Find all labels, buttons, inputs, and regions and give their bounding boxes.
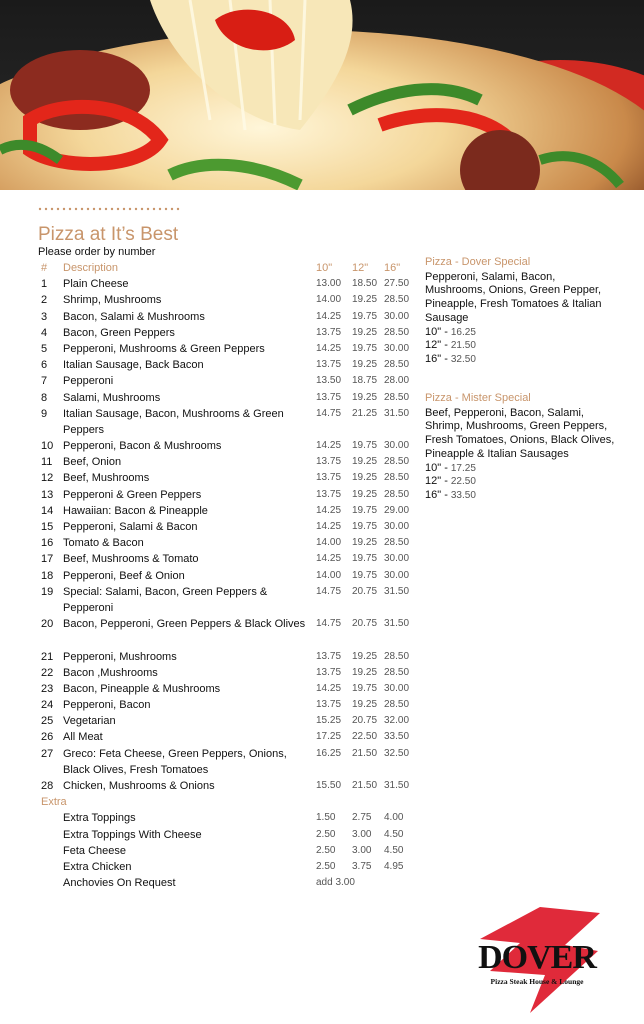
price-10: 14.75	[316, 407, 342, 419]
item-number: 7	[41, 375, 48, 388]
price-16: 32.00	[384, 715, 410, 727]
price-16: 28.50	[384, 472, 410, 484]
item-number: 2	[41, 294, 48, 307]
price-16: 4.00	[384, 812, 404, 824]
price-12: 19.25	[352, 666, 378, 678]
price-10: 14.75	[316, 618, 342, 630]
price-16: 33.50	[384, 731, 410, 743]
price-16: 29.00	[384, 504, 410, 516]
extra-item-row	[38, 810, 418, 826]
item-number: 18	[41, 569, 54, 582]
menu-item-row	[38, 276, 418, 292]
menu-item-row	[38, 729, 418, 745]
item-number: 21	[41, 650, 54, 663]
item-description: Greco: Feta Cheese, Green Peppers, Onions, Black Olives, Fresh Tomatoes	[63, 747, 287, 776]
price-12: 20.75	[352, 715, 378, 727]
price-12: 21.50	[352, 780, 378, 792]
price-16: 30.00	[384, 310, 410, 322]
price-16: 4.50	[384, 828, 404, 840]
menu-item-row	[38, 373, 418, 389]
header-description: Description	[63, 262, 119, 274]
price-16: 28.50	[384, 699, 410, 711]
price-12: 18.75	[352, 375, 378, 387]
price-16: 28.50	[384, 488, 410, 500]
pizza-rows	[38, 276, 418, 794]
price-12: 3.00	[352, 828, 372, 840]
menu-item-row	[38, 649, 418, 665]
item-number: 10	[41, 440, 54, 453]
size-price: 33.50	[450, 489, 476, 501]
price-16: 30.00	[384, 682, 410, 694]
item-description: Beef, Mushrooms & Tomato	[63, 553, 199, 566]
price-12: 20.75	[352, 618, 378, 630]
menu-item-row	[38, 665, 418, 681]
menu-item-row	[38, 325, 418, 341]
price-10: 15.25	[316, 715, 342, 727]
price-16: 28.50	[384, 650, 410, 662]
item-description: Italian Sausage, Back Bacon	[63, 359, 204, 372]
price-16: 31.50	[384, 407, 410, 419]
menu-item-row	[38, 535, 418, 551]
price-16: 30.00	[384, 440, 410, 452]
item-description: Pepperoni, Bacon & Mushrooms	[63, 440, 222, 453]
special-description: Pepperoni, Salami, Bacon, Mushrooms, Onions, Green Pepper, Pineapple, Fresh Tomatoes & Italian Sausage	[425, 270, 602, 324]
extra-item-row	[38, 843, 418, 859]
price-16: 28.50	[384, 359, 410, 371]
price-16: 32.50	[384, 747, 410, 759]
size-price: 21.50	[450, 340, 476, 352]
item-number: 28	[41, 780, 54, 793]
size-label: 12" -	[425, 475, 448, 488]
price-12: 19.75	[352, 310, 378, 322]
price-12: 19.25	[352, 699, 378, 711]
special-description: Beef, Pepperoni, Bacon, Salami, Shrimp, Mushrooms, Green Peppers, Fresh Tomatoes, Onions, Black Olives, Pineapple & Italian Sausages	[425, 406, 615, 460]
item-description: Pepperoni	[63, 375, 114, 388]
size-label: 16" -	[425, 488, 448, 501]
item-number: 14	[41, 504, 54, 517]
price-10: 14.25	[316, 682, 342, 694]
menu-item-row	[38, 697, 418, 713]
price-12: 18.50	[352, 278, 378, 290]
menu-item-row	[38, 746, 418, 778]
item-number: 5	[41, 342, 48, 355]
price-12: 2.75	[352, 812, 372, 824]
item-description: Bacon, Pineapple & Mushrooms	[63, 682, 221, 695]
price-12: 19.25	[352, 650, 378, 662]
price-12: 20.75	[352, 585, 378, 597]
price-12: 19.75	[352, 553, 378, 565]
item-description: Hawaiian: Bacon & Pineapple	[63, 504, 208, 517]
item-description: Italian Sausage, Bacon, Mushrooms & Green Peppers	[63, 407, 284, 436]
item-number: 26	[41, 731, 54, 744]
menu-item-row	[38, 519, 418, 535]
price-10: 14.75	[316, 585, 342, 597]
price-10: 13.00	[316, 278, 342, 290]
extra-description: Extra Chicken	[63, 861, 132, 873]
price-10: 13.75	[316, 456, 342, 468]
menu-item-row	[38, 616, 418, 648]
price-10: 2.50	[316, 861, 336, 872]
item-number: 20	[41, 618, 54, 631]
price-16: 30.00	[384, 569, 410, 581]
price-16: 31.50	[384, 618, 410, 630]
item-description: Shrimp, Mushrooms	[63, 294, 162, 307]
price-16: 31.50	[384, 585, 410, 597]
price-16: 28.00	[384, 375, 410, 387]
price-16: 28.50	[384, 294, 410, 306]
extra-description: Extra Toppings With Cheese	[63, 828, 202, 841]
item-description: Bacon, Green Peppers	[63, 326, 175, 339]
item-description: Pepperoni, Mushrooms & Green Peppers	[63, 342, 265, 355]
price-12: 19.25	[352, 537, 378, 549]
item-description: Chicken, Mushrooms & Onions	[63, 780, 215, 793]
price-12: 19.75	[352, 440, 378, 452]
price-10: 13.75	[316, 326, 342, 338]
price-10: 13.75	[316, 699, 342, 711]
price-12: 19.25	[352, 391, 378, 403]
item-description: Vegetarian	[63, 715, 116, 728]
price-10: 13.75	[316, 391, 342, 403]
item-description: Special: Salami, Bacon, Green Peppers & Pepperoni	[63, 585, 268, 614]
price-10: 14.25	[316, 440, 342, 452]
size-label: 12" -	[425, 339, 448, 352]
pizza-hero-photo	[0, 0, 644, 190]
menu-item-row	[38, 454, 418, 470]
size-price: 22.50	[450, 476, 476, 488]
price-10: 13.75	[316, 666, 342, 678]
menu-item-row	[38, 406, 418, 438]
special-size-row	[425, 353, 615, 367]
menu-item-row	[38, 503, 418, 519]
item-number: 6	[41, 359, 48, 372]
size-label: 10" -	[425, 325, 448, 338]
special-size-row	[425, 462, 615, 476]
price-10: 14.25	[316, 504, 342, 516]
item-description: Beef, Mushrooms	[63, 472, 150, 485]
item-number: 23	[41, 682, 54, 695]
extra-item-row	[38, 827, 418, 843]
size-price: 17.25	[450, 462, 476, 474]
item-number: 19	[41, 585, 54, 598]
item-description: Beef, Onion	[63, 456, 122, 469]
price-10: 14.25	[316, 553, 342, 565]
item-description: Pepperoni, Beef & Onion	[63, 569, 185, 582]
item-description: Bacon ,Mushrooms	[63, 666, 158, 679]
menu-item-row	[38, 487, 418, 503]
price-10: 2.50	[316, 828, 336, 840]
price-16: 30.00	[384, 521, 410, 533]
price-10: 16.25	[316, 747, 342, 759]
price-12: 21.50	[352, 747, 378, 759]
item-number: 15	[41, 521, 54, 534]
logo-tagline: Pizza Steak House & Lounge	[490, 977, 584, 986]
dotted-divider	[38, 207, 180, 211]
menu-item-row	[38, 584, 418, 616]
price-16: 27.50	[384, 278, 410, 290]
price-12: 19.25	[352, 456, 378, 468]
item-number: 17	[41, 553, 54, 566]
menu-item-row	[38, 681, 418, 697]
item-number: 25	[41, 715, 54, 728]
menu-item-row	[38, 341, 418, 357]
price-10: 14.00	[316, 294, 342, 306]
menu-item-row	[38, 357, 418, 373]
extra-heading: Extra	[41, 796, 67, 809]
price-12: 19.25	[352, 472, 378, 484]
price-12: 3.00	[352, 844, 372, 856]
extra-description: Feta Cheese	[63, 844, 126, 857]
price-12: 19.75	[352, 504, 378, 516]
size-price: 32.50	[450, 353, 476, 365]
item-description: Bacon, Pepperoni, Green Peppers & Black Olives	[63, 618, 306, 631]
extra-rows	[38, 810, 418, 891]
item-number: 12	[41, 472, 54, 485]
price-16: 28.50	[384, 456, 410, 468]
menu-item-row	[38, 713, 418, 729]
price-10: 14.00	[316, 537, 342, 549]
header-number: #	[41, 262, 48, 274]
special-title: Pizza - Dover Special	[425, 256, 531, 268]
item-number: 16	[41, 537, 54, 550]
menu-item-row	[38, 309, 418, 325]
price-12: 19.25	[352, 326, 378, 338]
price-16: 31.50	[384, 780, 410, 792]
header-size-16: 16"	[384, 262, 401, 274]
price-16: 4.95	[384, 861, 404, 872]
extra-item-row	[38, 859, 418, 875]
menu-item-row	[38, 438, 418, 454]
menu-item-row	[38, 551, 418, 567]
item-description: Pepperoni, Mushrooms	[63, 650, 177, 663]
price-10: add 3.00	[316, 877, 355, 889]
price-10: 14.25	[316, 342, 342, 354]
special-size-row	[425, 339, 615, 353]
dover-special	[425, 256, 615, 367]
extra-item-row	[38, 875, 418, 891]
price-10: 15.50	[316, 780, 342, 792]
price-10: 13.75	[316, 650, 342, 662]
menu-item-row	[38, 390, 418, 406]
price-10: 14.25	[316, 521, 342, 533]
price-12: 19.75	[352, 682, 378, 694]
item-description: Plain Cheese	[63, 278, 129, 291]
price-10: 17.25	[316, 731, 342, 743]
item-description: Pepperoni, Bacon	[63, 699, 151, 712]
item-number: 11	[41, 456, 53, 469]
size-price: 16.25	[450, 326, 476, 338]
price-10: 13.50	[316, 375, 342, 387]
item-number: 4	[41, 326, 48, 339]
price-12: 3.75	[352, 861, 372, 872]
header-size-10: 10"	[316, 262, 333, 274]
item-description: Salami, Mushrooms	[63, 391, 161, 404]
mister-special	[425, 392, 615, 503]
price-16: 30.00	[384, 553, 410, 565]
size-label: 16" -	[425, 352, 448, 365]
item-number: 1	[41, 278, 48, 291]
extra-description: Extra Toppings	[63, 812, 136, 825]
price-16: 28.50	[384, 666, 410, 678]
price-10: 13.75	[316, 472, 342, 484]
price-16: 4.50	[384, 844, 404, 856]
item-number: 3	[41, 310, 48, 323]
price-12: 19.25	[352, 294, 378, 306]
price-10: 1.50	[316, 812, 336, 824]
item-number: 24	[41, 699, 54, 712]
item-description: All Meat	[63, 731, 103, 744]
page-title: Pizza at It’s Best	[38, 224, 179, 245]
price-12: 19.25	[352, 359, 378, 371]
logo-wordmark: DOVER	[478, 939, 596, 976]
header-size-12: 12"	[352, 262, 369, 274]
price-10: 2.50	[316, 844, 336, 856]
special-size-row	[425, 475, 615, 489]
item-number: 27	[41, 747, 54, 760]
item-description: Bacon, Salami & Mushrooms	[63, 310, 205, 323]
item-number: 22	[41, 666, 54, 679]
item-description: Pepperoni & Green Peppers	[63, 488, 202, 501]
price-10: 14.25	[316, 310, 342, 322]
dover-logo	[470, 905, 605, 1015]
extra-description: Anchovies On Request	[63, 877, 176, 890]
price-12: 22.50	[352, 731, 378, 743]
item-description: Pepperoni, Salami & Bacon	[63, 521, 198, 534]
price-16: 30.00	[384, 342, 410, 354]
price-16: 28.50	[384, 326, 410, 338]
size-label: 10" -	[425, 461, 448, 474]
price-12: 19.75	[352, 342, 378, 354]
price-10: 14.00	[316, 569, 342, 581]
pizza-menu-table	[38, 260, 418, 891]
price-12: 19.75	[352, 521, 378, 533]
menu-item-row	[38, 292, 418, 308]
menu-item-row	[38, 568, 418, 584]
price-12: 19.75	[352, 569, 378, 581]
item-number: 13	[41, 488, 54, 501]
price-12: 19.25	[352, 488, 378, 500]
price-16: 28.50	[384, 391, 410, 403]
price-12: 21.25	[352, 407, 378, 419]
price-10: 13.75	[316, 488, 342, 500]
item-number: 9	[41, 407, 48, 420]
special-size-row	[425, 326, 615, 340]
menu-header-row	[38, 260, 418, 276]
menu-item-row	[38, 470, 418, 486]
price-16: 28.50	[384, 537, 410, 549]
page-subtitle: Please order by number	[38, 246, 156, 258]
item-description: Tomato & Bacon	[63, 537, 144, 550]
menu-item-row	[38, 778, 418, 794]
special-title: Pizza - Mister Special	[425, 392, 531, 404]
price-10: 13.75	[316, 359, 342, 371]
special-size-row	[425, 489, 615, 503]
item-number: 8	[41, 391, 48, 404]
